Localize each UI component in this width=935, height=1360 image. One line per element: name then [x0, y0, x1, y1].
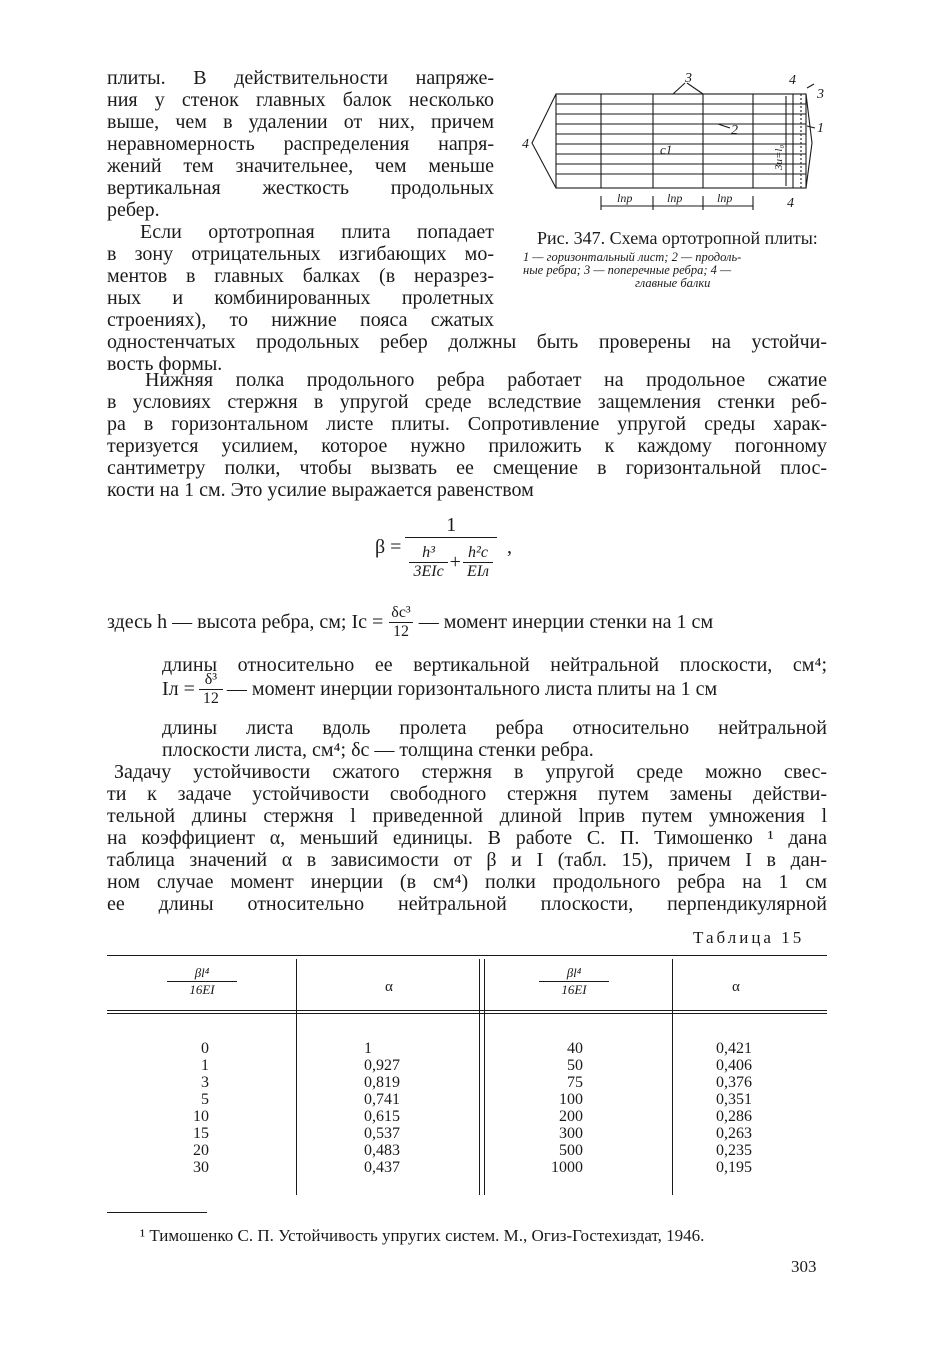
table-cell: 500 [559, 1142, 583, 1159]
label-lpr-2: lпр [667, 191, 683, 205]
label-c1: c1 [660, 142, 673, 157]
table-cell: 0,195 [716, 1159, 752, 1176]
il-denominator: 12 [199, 689, 223, 708]
column-left-alpha [364, 1040, 400, 1176]
figure-caption-line: ные ребра; 3 — поперечные ребра; 4 — [523, 263, 732, 277]
definition-line-1 [107, 604, 827, 641]
text-line: неравномерность распределения напря- [107, 133, 494, 155]
table-cell: 200 [559, 1108, 583, 1125]
text-line: одностенчатых продольных ребер должны быть проверены на устойчи- [107, 331, 827, 353]
text-line: ном случае момент инерции (в см⁴) полки продольного ребра на 1 см [107, 871, 827, 893]
text-line: ментов в главных балках (в неразрез- [107, 265, 494, 287]
text-line: кости на 1 см. Это усилие выражается равенством [107, 479, 534, 501]
table-cell: 50 [567, 1057, 583, 1074]
formula-comma: , [507, 536, 513, 558]
page-number: 303 [791, 1257, 817, 1276]
definition-text: — момент инерции стенки на 1 см [418, 611, 714, 633]
table-15 [107, 955, 827, 1195]
text-line: в зону отрицательных изгибающих мо- [107, 243, 494, 265]
text-line: сантиметру полки, чтобы вызвать ее смещение в горизонтальной плос- [107, 457, 827, 479]
text-line: Задачу устойчивости сжатого стержня в упругой среде можно свес- [114, 761, 827, 783]
column-right-alpha [716, 1040, 752, 1176]
header-fraction-right: βl⁴ 16EI [539, 965, 609, 998]
table-cell: 0,263 [716, 1125, 752, 1142]
plus-sign: + [449, 551, 461, 573]
beta-lhs: β = [375, 536, 402, 558]
definition-text: здесь h — высота ребра, см; Iс = [107, 611, 384, 633]
table-cell: 0,406 [716, 1057, 752, 1074]
term1-num: h³ [422, 544, 435, 561]
table-cell: 0,927 [364, 1057, 400, 1074]
table-cell: 0,286 [716, 1108, 752, 1125]
beta-formula [375, 514, 512, 581]
text-line: вертикальная жесткость продольных [107, 177, 494, 199]
text-line: вость формы. [107, 353, 223, 375]
text-line: плиты. В действительности напряже- [107, 67, 494, 89]
table-cell: 75 [567, 1074, 583, 1091]
ic-numerator: δс³ [391, 604, 411, 621]
definition-line-4: длины листа вдоль пролета ребра относительно нейтральной [162, 717, 827, 739]
table-cell: 0 [201, 1040, 209, 1057]
table-caption: Таблица 15 [693, 928, 805, 947]
table-cell: 100 [559, 1091, 583, 1108]
term1-den: 3EIс [409, 562, 447, 581]
label-lpr-3: lпр [717, 191, 733, 205]
figure-caption-line: 1 — горизонтальный лист; 2 — продоль- [523, 250, 742, 264]
table-cell: 0,376 [716, 1074, 752, 1091]
figure-caption-line: главные балки [635, 276, 711, 290]
ic-denominator: 12 [389, 622, 413, 641]
definition-line-2: длины относительно ее вертикальной нейтральной плоскости, см⁴; [162, 654, 827, 676]
table-cell: 1 [364, 1040, 372, 1057]
column-right-keys [527, 1040, 583, 1176]
table-cell: 5 [201, 1091, 209, 1108]
term2-num: h²c [468, 544, 488, 561]
table-cell: 0,235 [716, 1142, 752, 1159]
header-alpha-left: α [385, 979, 393, 995]
table-cell: 10 [193, 1108, 209, 1125]
table-cell: 15 [193, 1125, 209, 1142]
text-line: ра в горизонтальном листе плиты. Сопротивление упругой среды харак- [107, 413, 827, 435]
table-cell: 0,437 [364, 1159, 400, 1176]
text-line: таблица значений α в зависимости от β и I (табл. 15), причем I в дан- [107, 849, 827, 871]
table-cell: 40 [567, 1040, 583, 1057]
table-cell: 0,483 [364, 1142, 400, 1159]
label-4-left: 4 [522, 137, 529, 152]
text-line: Если ортотропная плита попадает [140, 221, 494, 243]
label-1: 1 [817, 121, 824, 136]
text-line: тельной длины стержня l приведенной длиной lприв путем умножения l [107, 805, 827, 827]
table-cell: 30 [193, 1159, 209, 1176]
table-cell: 3 [201, 1074, 209, 1091]
beta-numerator: 1 [446, 514, 457, 536]
footnote: ¹ Тимошенко С. П. Устойчивость упругих систем. М., Огиз-Гостехиздат, 1946. [140, 1226, 705, 1245]
text-line: теризуется усилием, которое нужно приложить к каждому погонному [107, 435, 827, 457]
text-line: ребер. [107, 199, 160, 221]
text-line: ных и комбинированных пролетных [107, 287, 494, 309]
table-cell: 0,537 [364, 1125, 400, 1142]
text-line: ти к задаче устойчивости свободного стержня путем замены действи- [107, 783, 827, 805]
header-fraction-left: βl⁴ 16EI [167, 965, 237, 998]
header-alpha-right: α [732, 979, 740, 995]
il-numerator: δ³ [204, 671, 218, 688]
definition-line-5: плоскости листа, см⁴; δс — толщина стенки ребра. [162, 739, 594, 761]
text-line: на коэффициент α, меньший единицы. В работе С. П. Тимошенко ¹ дана [107, 827, 827, 849]
label-4-top: 4 [789, 73, 796, 88]
table-cell: 0,819 [364, 1074, 400, 1091]
text-line: выше, чем в удалении от них, причем [107, 111, 494, 133]
text-line: строениях), то нижние пояса сжатых [107, 309, 494, 331]
definition-text: Iл = [162, 678, 195, 700]
table-cell: 1 [201, 1057, 209, 1074]
text-line: Нижняя полка продольного ребра работает на продольное сжатие [145, 369, 827, 391]
table-cell: 0,741 [364, 1091, 400, 1108]
table-cell: 0,421 [716, 1040, 752, 1057]
table-cell: 1000 [551, 1159, 583, 1176]
definition-text: — момент инерции горизонтального листа плиты на 1 см [226, 678, 718, 700]
text-line: жений тем значительнее, чем меньше [107, 155, 494, 177]
definition-line-3 [162, 671, 827, 708]
label-height: 3и=l₀ [773, 144, 785, 170]
label-2: 2 [731, 123, 738, 138]
table-cell: 0,351 [716, 1091, 752, 1108]
label-4-bottom: 4 [787, 196, 794, 211]
table-cell: 20 [193, 1142, 209, 1159]
term2-den: EIл [463, 562, 493, 581]
text-line: в условиях стержня в упругой среде вследствие защемления стенки реб- [107, 391, 827, 413]
table-cell: 300 [559, 1125, 583, 1142]
label-lpr-1: lпр [617, 191, 633, 205]
column-left-keys [167, 1040, 209, 1176]
label-3-right: 3 [817, 87, 824, 102]
label-3-top: 3 [685, 71, 692, 86]
figure-caption-title: Рис. 347. Схема ортотропной плиты: [537, 228, 818, 248]
text-line: ее длины относительно нейтральной плоскости, перпендикулярной [107, 893, 827, 915]
table-cell: 0,615 [364, 1108, 400, 1125]
footnote-rule [107, 1212, 207, 1213]
orthotropic-plate-diagram [518, 68, 838, 218]
text-line: ния у стенок главных балок несколько [107, 89, 494, 111]
